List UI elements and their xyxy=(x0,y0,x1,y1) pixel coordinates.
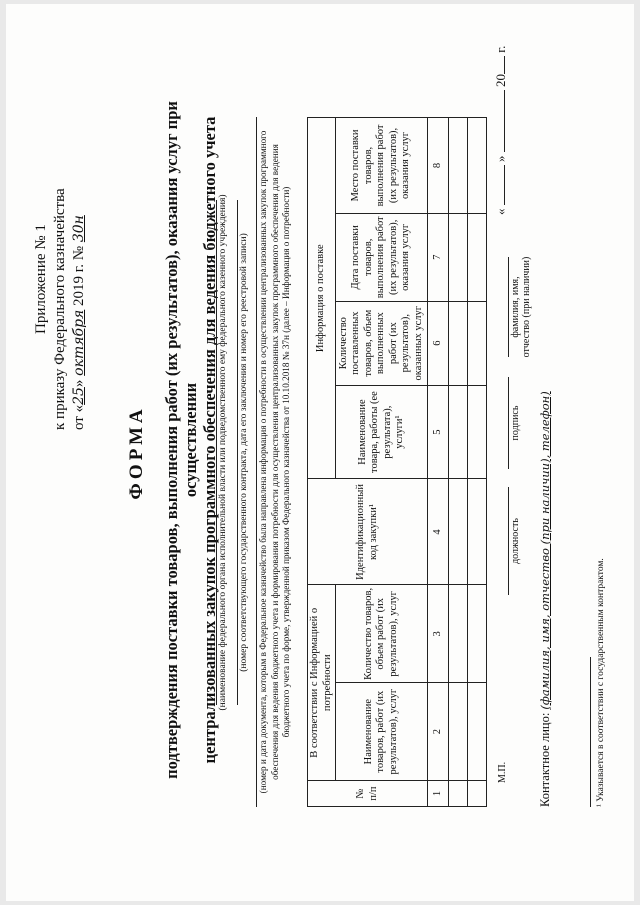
table-header-group-row xyxy=(308,118,336,807)
position-caption: должность xyxy=(510,518,521,564)
table-cell xyxy=(468,585,487,683)
column-number: 2 xyxy=(428,683,449,781)
order-day: 25 xyxy=(71,387,87,405)
table-cell xyxy=(468,301,487,385)
authority-caption: (наименование федерального органа исполнительной власти или подведомственного ему федерального казенного учреждения) xyxy=(218,194,228,711)
table-cell xyxy=(449,585,468,683)
col-header-supply-name: Наименование товара, работы (ее результата), услуги¹ xyxy=(336,385,428,479)
col-header-qty: Количество товаров, объем работ (их результатов), услуг xyxy=(336,585,428,683)
footnote-separator xyxy=(590,657,591,807)
contract-line xyxy=(237,200,238,705)
table-cell xyxy=(449,301,468,385)
table-cell xyxy=(468,118,487,214)
order-number: 30н xyxy=(71,215,87,243)
document-title: подтверждения поставки товаров, выполнения работ (их результатов), оказания услуг при осуществлении централизованных закупок программного обеспечения для ведения бюджетного учета xyxy=(162,101,219,779)
col-header-number: № п/п xyxy=(308,781,428,807)
table-cell xyxy=(449,385,468,479)
contact-person xyxy=(538,391,553,807)
name-caption: фамилия, имя, отчество (при наличии) xyxy=(510,256,532,358)
supply-table xyxy=(307,117,487,807)
appendix-header xyxy=(32,100,89,430)
table-cell xyxy=(468,479,487,585)
col-header-id: Идентификационный код закупки¹ xyxy=(308,479,428,585)
stamp-place-label: М.П. xyxy=(497,761,508,783)
signature-caption: подпись xyxy=(510,405,521,441)
signature-line xyxy=(508,377,509,469)
column-number: 6 xyxy=(428,301,449,385)
column-number: 3 xyxy=(428,585,449,683)
footnote: ¹ Указывается в соответствии с государственным контрактом. xyxy=(596,558,606,807)
sign-date: « » 20 г. xyxy=(493,45,508,215)
table-cell xyxy=(449,683,468,781)
document-line xyxy=(256,117,257,807)
table-row xyxy=(468,118,487,807)
table-cell xyxy=(468,385,487,479)
col-group-need: В соответствии с Информацией о потребности xyxy=(308,585,336,781)
table-cell xyxy=(468,213,487,301)
appendix-order-ref: к приказу Федерального казначейства xyxy=(52,188,68,430)
table-column-numbers-row xyxy=(428,118,449,807)
column-number: 8 xyxy=(428,118,449,214)
column-number: 4 xyxy=(428,479,449,585)
authority-line xyxy=(216,200,217,705)
order-month: октября xyxy=(71,309,87,376)
contact-label: Контактное лицо: xyxy=(538,712,552,807)
table-cell xyxy=(449,213,468,301)
table-header-row xyxy=(336,118,428,807)
appendix-number: Приложение № 1 xyxy=(33,224,49,334)
col-header-supply-qty: Количество поставленных товаров, объем выполненных работ (их результатов), оказанных услуг xyxy=(336,301,428,385)
col-header-place: Место поставки товаров, выполнения работ (их результатов), оказания услуг xyxy=(336,118,428,214)
table-cell xyxy=(468,683,487,781)
table-cell xyxy=(449,118,468,214)
col-group-supply: Информация о поставке xyxy=(308,118,336,479)
contact-hint: (фамилия, имя, отчество (при наличии), телефон) xyxy=(538,391,552,710)
col-header-date: Дата поставки товаров, выполнения работ (их результатов), оказания услуг xyxy=(336,213,428,301)
table-row xyxy=(449,118,468,807)
col-header-name: Наименование товаров, работ (их результатов), услуг xyxy=(336,683,428,781)
column-number: 5 xyxy=(428,385,449,479)
contract-caption: (номер соответствующего государственного контракта, дата его заключения и номер его реестровой записи) xyxy=(239,233,249,672)
table-cell xyxy=(449,479,468,585)
column-number: 7 xyxy=(428,213,449,301)
column-number: 1 xyxy=(428,781,449,807)
table-cell xyxy=(449,781,468,807)
form-title: ФОРМА xyxy=(126,405,147,500)
position-line xyxy=(508,487,509,595)
name-line xyxy=(508,257,509,357)
table-cell xyxy=(468,781,487,807)
order-year: 2019 г. № xyxy=(71,245,87,306)
appendix-order-date: от «25» октября 2019 г. № 30н xyxy=(71,215,87,430)
document-caption: (номер и дата документа, которым в Федеральное казначейство была направлена информация о потребности в осуществлении централизованных закупок программного обеспечения для ведения бюджетного учета и формирования потребности для осуществления централизованных закупок программного обеспечения для ведения бюджетного учета по форме, утвержденной приказом Федерального казначейства от 10.10.2018 № 37н (далее – Информация о потребности) xyxy=(258,130,292,794)
